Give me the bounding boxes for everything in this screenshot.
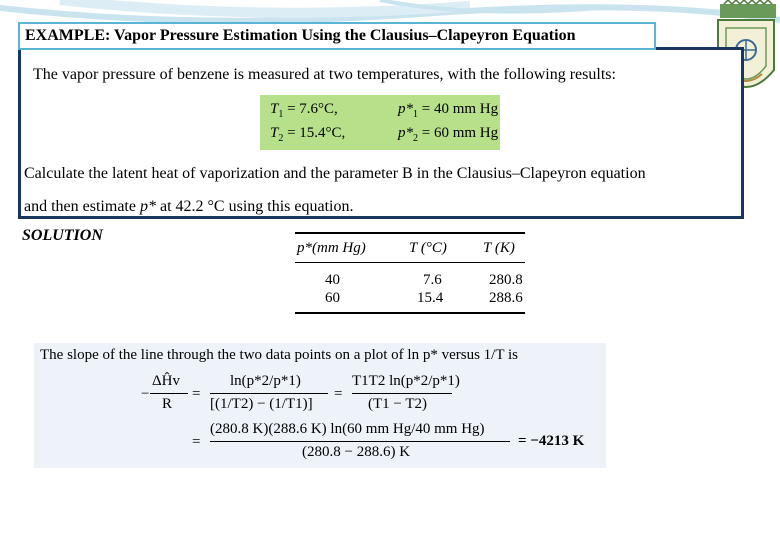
given-data-panel <box>260 95 500 150</box>
table-header-rule <box>295 262 525 263</box>
problem-intro: The vapor pressure of benzene is measured at two temperatures, with the following results: <box>33 66 616 83</box>
data-table <box>295 232 525 315</box>
equation-minus: − <box>141 386 150 402</box>
table-header-pressure: p*(mm Hg) <box>297 240 366 256</box>
table-top-rule <box>295 232 525 234</box>
given-p2: $p*_2 = 60$ mm Hg <box>398 125 499 144</box>
equation-equals: = <box>334 386 343 402</box>
equation-mid-numerator: ln(p*2/p*1) <box>230 373 301 389</box>
table-cell: 280.8 <box>489 272 523 288</box>
equation-panel <box>34 343 606 468</box>
equation-substituted-bar <box>210 441 510 442</box>
equation-equals: = <box>192 434 201 450</box>
solution-label: SOLUTION <box>22 227 103 244</box>
given-p1: $p*_1 = 40$ mm Hg <box>398 101 499 120</box>
equation-substituted-numerator: (280.8 K)(288.6 K) ln(60 mm Hg/40 mm Hg) <box>210 421 485 437</box>
equation-right-bar <box>352 393 452 394</box>
slide-title <box>18 22 656 50</box>
equation-substituted-denominator: (280.8 − 288.6) K <box>302 444 411 460</box>
equation-right-numerator: T1T2 ln(p*2/p*1) <box>352 373 460 389</box>
table-cell: 7.6 <box>423 272 442 288</box>
problem-statement-box <box>18 47 744 219</box>
equation-lead-text: The slope of the line through the two data points on a plot of ln p* versus 1/T is <box>40 347 518 363</box>
table-cell: 40 <box>325 272 340 288</box>
equation-result: = −4213 K <box>518 433 585 449</box>
equation-mid-bar <box>210 393 328 394</box>
slide-title-text: EXAMPLE: Vapor Pressure Estimation Using the Clausius–Clapeyron Equation <box>25 27 576 44</box>
equation-right-denominator: (T1 − T2) <box>368 396 428 412</box>
problem-task-line2: and then estimate p* at 42.2 °C using this equation. <box>24 198 354 215</box>
table-cell: 15.4 <box>417 290 444 306</box>
equation-lhs-bar <box>150 393 188 394</box>
equation-lhs-numerator: ΔĤv <box>152 373 180 389</box>
table-cell: 60 <box>325 290 340 306</box>
equation-equals: = <box>192 386 201 402</box>
problem-task-line1: Calculate the latent heat of vaporization and the parameter B in the Clausius–Clapeyron equation <box>24 165 646 182</box>
table-cell: 288.6 <box>489 290 523 306</box>
equation-mid-denominator: [(1/T2) − (1/T1)] <box>210 396 313 412</box>
table-bottom-rule <box>295 312 525 314</box>
table-header-temp-k: T (K) <box>483 240 515 256</box>
given-t1: $T_1 = 7.6^\circ C$, <box>270 101 338 120</box>
given-t2: $T_2 = 15.4^\circ C$, <box>270 125 346 144</box>
equation-lhs-denominator: R <box>162 396 173 412</box>
table-header-temp-c: T (°C) <box>409 240 447 256</box>
